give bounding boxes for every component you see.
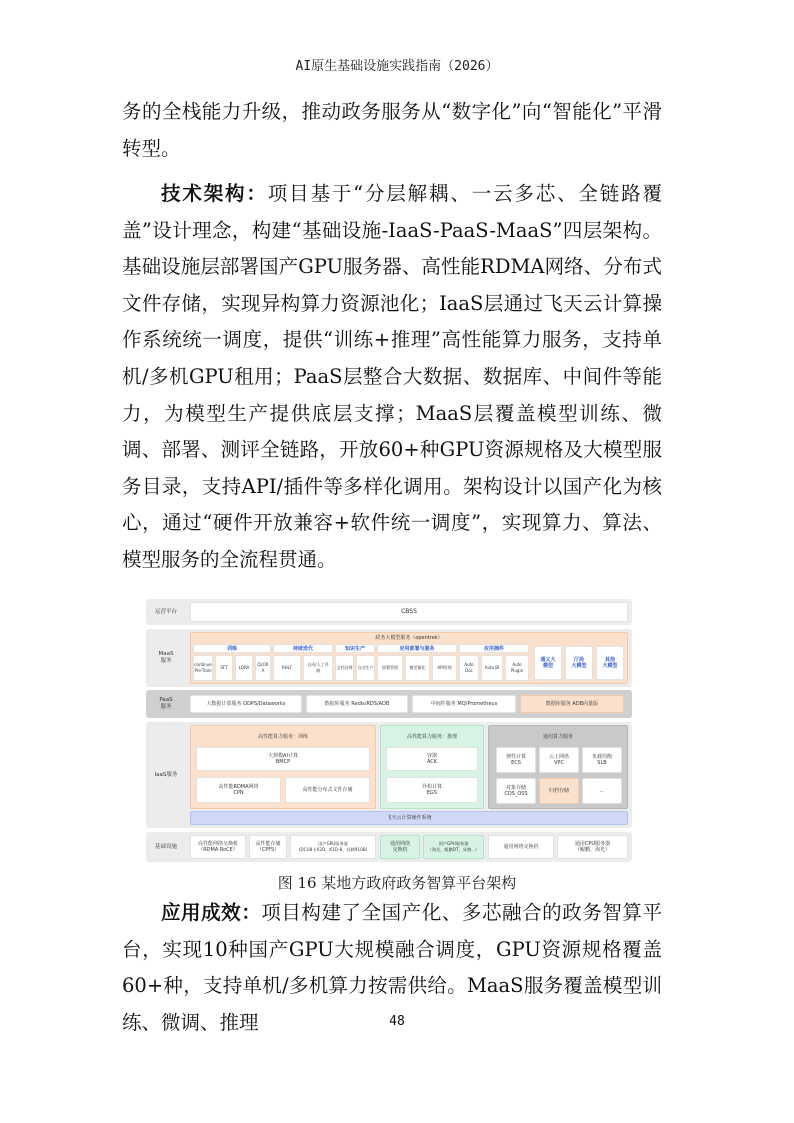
maas-group-plugin: 应用插件 xyxy=(459,644,529,653)
maas-group-iterate: 持续迭代 xyxy=(273,644,333,653)
maas-group-train: 训练 xyxy=(193,644,271,653)
maas-container: 政务大模型服务（opentrek） xyxy=(190,632,628,684)
maas-group-knowledge: 知识生产 xyxy=(335,644,375,653)
maas-model: 厅局 大模型 xyxy=(565,646,593,680)
maas-item: Auto BI xyxy=(481,655,503,681)
train-cpn: 高性能RDMA网络 CPN xyxy=(196,777,281,803)
infer-container: 高性能算力服务：推理 xyxy=(380,725,484,809)
general-item-archive: 归档存储 xyxy=(539,778,579,804)
infra-item: 高性能网络交换机 （RDMA RoCE） xyxy=(190,835,246,859)
maas-group-deploy: 应用部署与服务 xyxy=(377,644,457,653)
paragraph-architecture xyxy=(122,176,662,579)
general-item: 对象存储 CDS_OSS xyxy=(496,778,536,804)
cbss-box: CBSS xyxy=(190,602,628,622)
results-body: 项目构建了全国产化、多芯融合的政务智算平台，实现10种国产GPU大规模融合调度，GPU资源规格覆盖60+种，支持单机/多机算力按需供给。MaaS服务覆盖模型训练、微调、推理 xyxy=(122,901,662,1034)
maas-item: Auto Doc xyxy=(459,655,479,681)
maas-item: LORA xyxy=(235,655,253,681)
paas-item: 数据库服务 Redis/RDS/ADB xyxy=(306,695,408,713)
maas-item: 部署管理 xyxy=(377,655,403,681)
paas-layer-label: PaaS 服务 xyxy=(159,697,173,710)
os-bar: 飞天云计算操作系统 xyxy=(190,811,628,825)
maas-item: continue Pre-Train xyxy=(193,655,213,681)
maas-item: 自动/人工评 测 xyxy=(303,655,333,681)
page-header: AI原生基础设施实践指南（2026） xyxy=(295,59,499,74)
results-lead: 应用成效： xyxy=(161,901,262,924)
figure-caption: 图 16 某地方政府政务智算平台架构 xyxy=(277,874,517,892)
infra-item: 通用网络 交换机 xyxy=(380,835,420,859)
maas-item: API管理 xyxy=(432,655,457,681)
infra-item: 国产GPU服务器 （海光，鲲鹏DT，昇腾...） xyxy=(423,835,484,859)
maas-item: QLOR A xyxy=(255,655,271,681)
infra-item: 通用CPU服务器 （鲲鹏，海光） xyxy=(557,835,628,859)
general-item: 云上网络 VPC xyxy=(539,747,579,773)
paragraph-continuation: 务的全栈能力升级，推动政务服务从“数字化”向“智能化”平滑转型。 xyxy=(122,100,662,160)
maas-item: SFT xyxy=(215,655,233,681)
architecture-lead: 技术架构： xyxy=(161,182,268,205)
infer-ack: 容器 ACK xyxy=(386,747,478,771)
maas-item: 文档处理 xyxy=(335,655,354,681)
train-storage: 高性能分布式文件存储 xyxy=(285,777,370,803)
paas-item-vector: 数据库服务 ADB向量版 xyxy=(520,695,624,713)
paas-item: 中间件服务 MQ/Prometheus xyxy=(412,695,516,713)
infra-item: 国产GPU服务器 (DCU8卡X2D，K1D-8，昇腾910B) xyxy=(290,835,376,859)
general-item: 负载均衡 SLB xyxy=(582,747,622,773)
infra-item: 高性能存储 （CPFS） xyxy=(249,835,287,859)
architecture-figure xyxy=(146,596,632,862)
maas-item: Auto Plugin xyxy=(505,655,529,681)
infra-item: 通用网络交换机 xyxy=(488,835,554,859)
maas-item: 模型量化 xyxy=(405,655,430,681)
general-container: 通用算力服务 xyxy=(488,725,628,809)
maas-model: 其他 大模型 xyxy=(596,646,624,680)
train-bmcp: 大规模AI计算 BMCP xyxy=(196,747,370,771)
architecture-body: 项目基于“分层解耦、一云多芯、全链路覆盖”设计理念，构建“基础设施-IaaS-PaaS-MaaS”四层架构。基础设施层部署国产GPU服务器、高性能RDMA网络、分布式文件存储，实现异构算力资源池化；IaaS层通过飞天云计算操作系统统一调度，提供“训练+推理”高性能算力服务，支持单机/多机GPU租用；PaaS层整合大数据、数据库、中间件等能力，为模型生产提供底层支撑；MaaS层覆盖模型训练、微调、部署、测评全链路，开放60+种GPU资源规格及大模型服务目录，支持API/插件等多样化调用。架构设计以国产化为核心，通过“硬件开放兼容+软件统一调度”，实现算力、算法、模型服务的全流程贯通。 xyxy=(122,182,662,571)
general-item: ... xyxy=(582,778,622,804)
general-item: 弹性计算 ECS xyxy=(496,747,536,773)
maas-model: 通义大 模型 xyxy=(534,646,562,680)
train-container: 高性能算力服务：训练 xyxy=(190,725,376,809)
infer-egs: 异构计算 EGS xyxy=(386,777,478,803)
maas-layer-label: MaaS 服务 xyxy=(158,651,174,664)
maas-item: RHLF xyxy=(273,655,301,681)
iaas-layer-label: IaaS服务 xyxy=(154,771,178,778)
ops-layer-label: 运营平台 xyxy=(154,608,177,615)
maas-item: 自动生产 xyxy=(356,655,375,681)
infra-layer-label: 基础设施 xyxy=(154,843,177,850)
paas-item: 大数据计算服务 ODPS/Dataworks xyxy=(190,695,302,713)
page-number: 48 xyxy=(389,1014,405,1029)
